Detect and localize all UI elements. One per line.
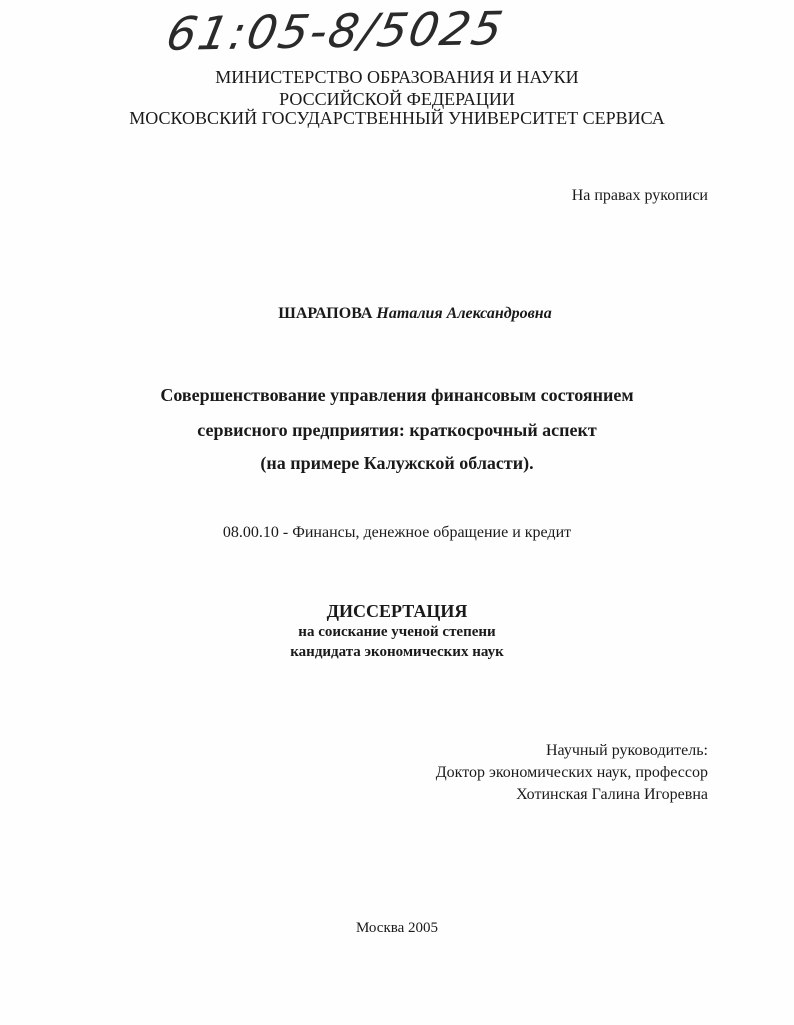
- specialty-code: 08.00.10 - Финансы, денежное обращение и кредит: [222, 524, 572, 541]
- title-line-1: Совершенствование управления финансовым состоянием: [160, 385, 634, 405]
- author-given-names: Наталия Александровна: [376, 305, 552, 322]
- university-name: МОСКОВСКИЙ ГОСУДАРСТВЕННЫЙ УНИВЕРСИТЕТ СЕРВИСА: [129, 108, 665, 128]
- manuscript-note: На правах рукописи: [571, 187, 708, 204]
- advisor-degree: Доктор экономических наук, профессор: [435, 764, 708, 781]
- ministry-line-2: РОССИЙСКОЙ ФЕДЕРАЦИИ: [279, 89, 515, 109]
- dissertation-heading: ДИССЕРТАЦИЯ: [326, 601, 468, 621]
- handwritten-archive-number: 61:05-8/5025: [162, 1, 509, 61]
- advisor-label: Научный руководитель:: [545, 742, 708, 759]
- advisor-block: [436, 740, 708, 806]
- author-surname: ШАРАПОВА: [278, 305, 373, 322]
- degree-line-1: на соискание ученой степени: [298, 624, 496, 640]
- author-name: [0, 305, 794, 323]
- degree-line-2: кандидата экономических наук: [290, 644, 504, 660]
- title-line-2: сервисного предприятия: краткосрочный аспект: [197, 420, 597, 440]
- city-year: Москва 2005: [355, 920, 439, 936]
- advisor-name: Хотинская Галина Игоревна: [516, 786, 708, 803]
- ministry-line-1: МИНИСТЕРСТВО ОБРАЗОВАНИЯ И НАУКИ: [215, 67, 579, 87]
- title-line-3: (на примере Калужской области).: [260, 453, 534, 473]
